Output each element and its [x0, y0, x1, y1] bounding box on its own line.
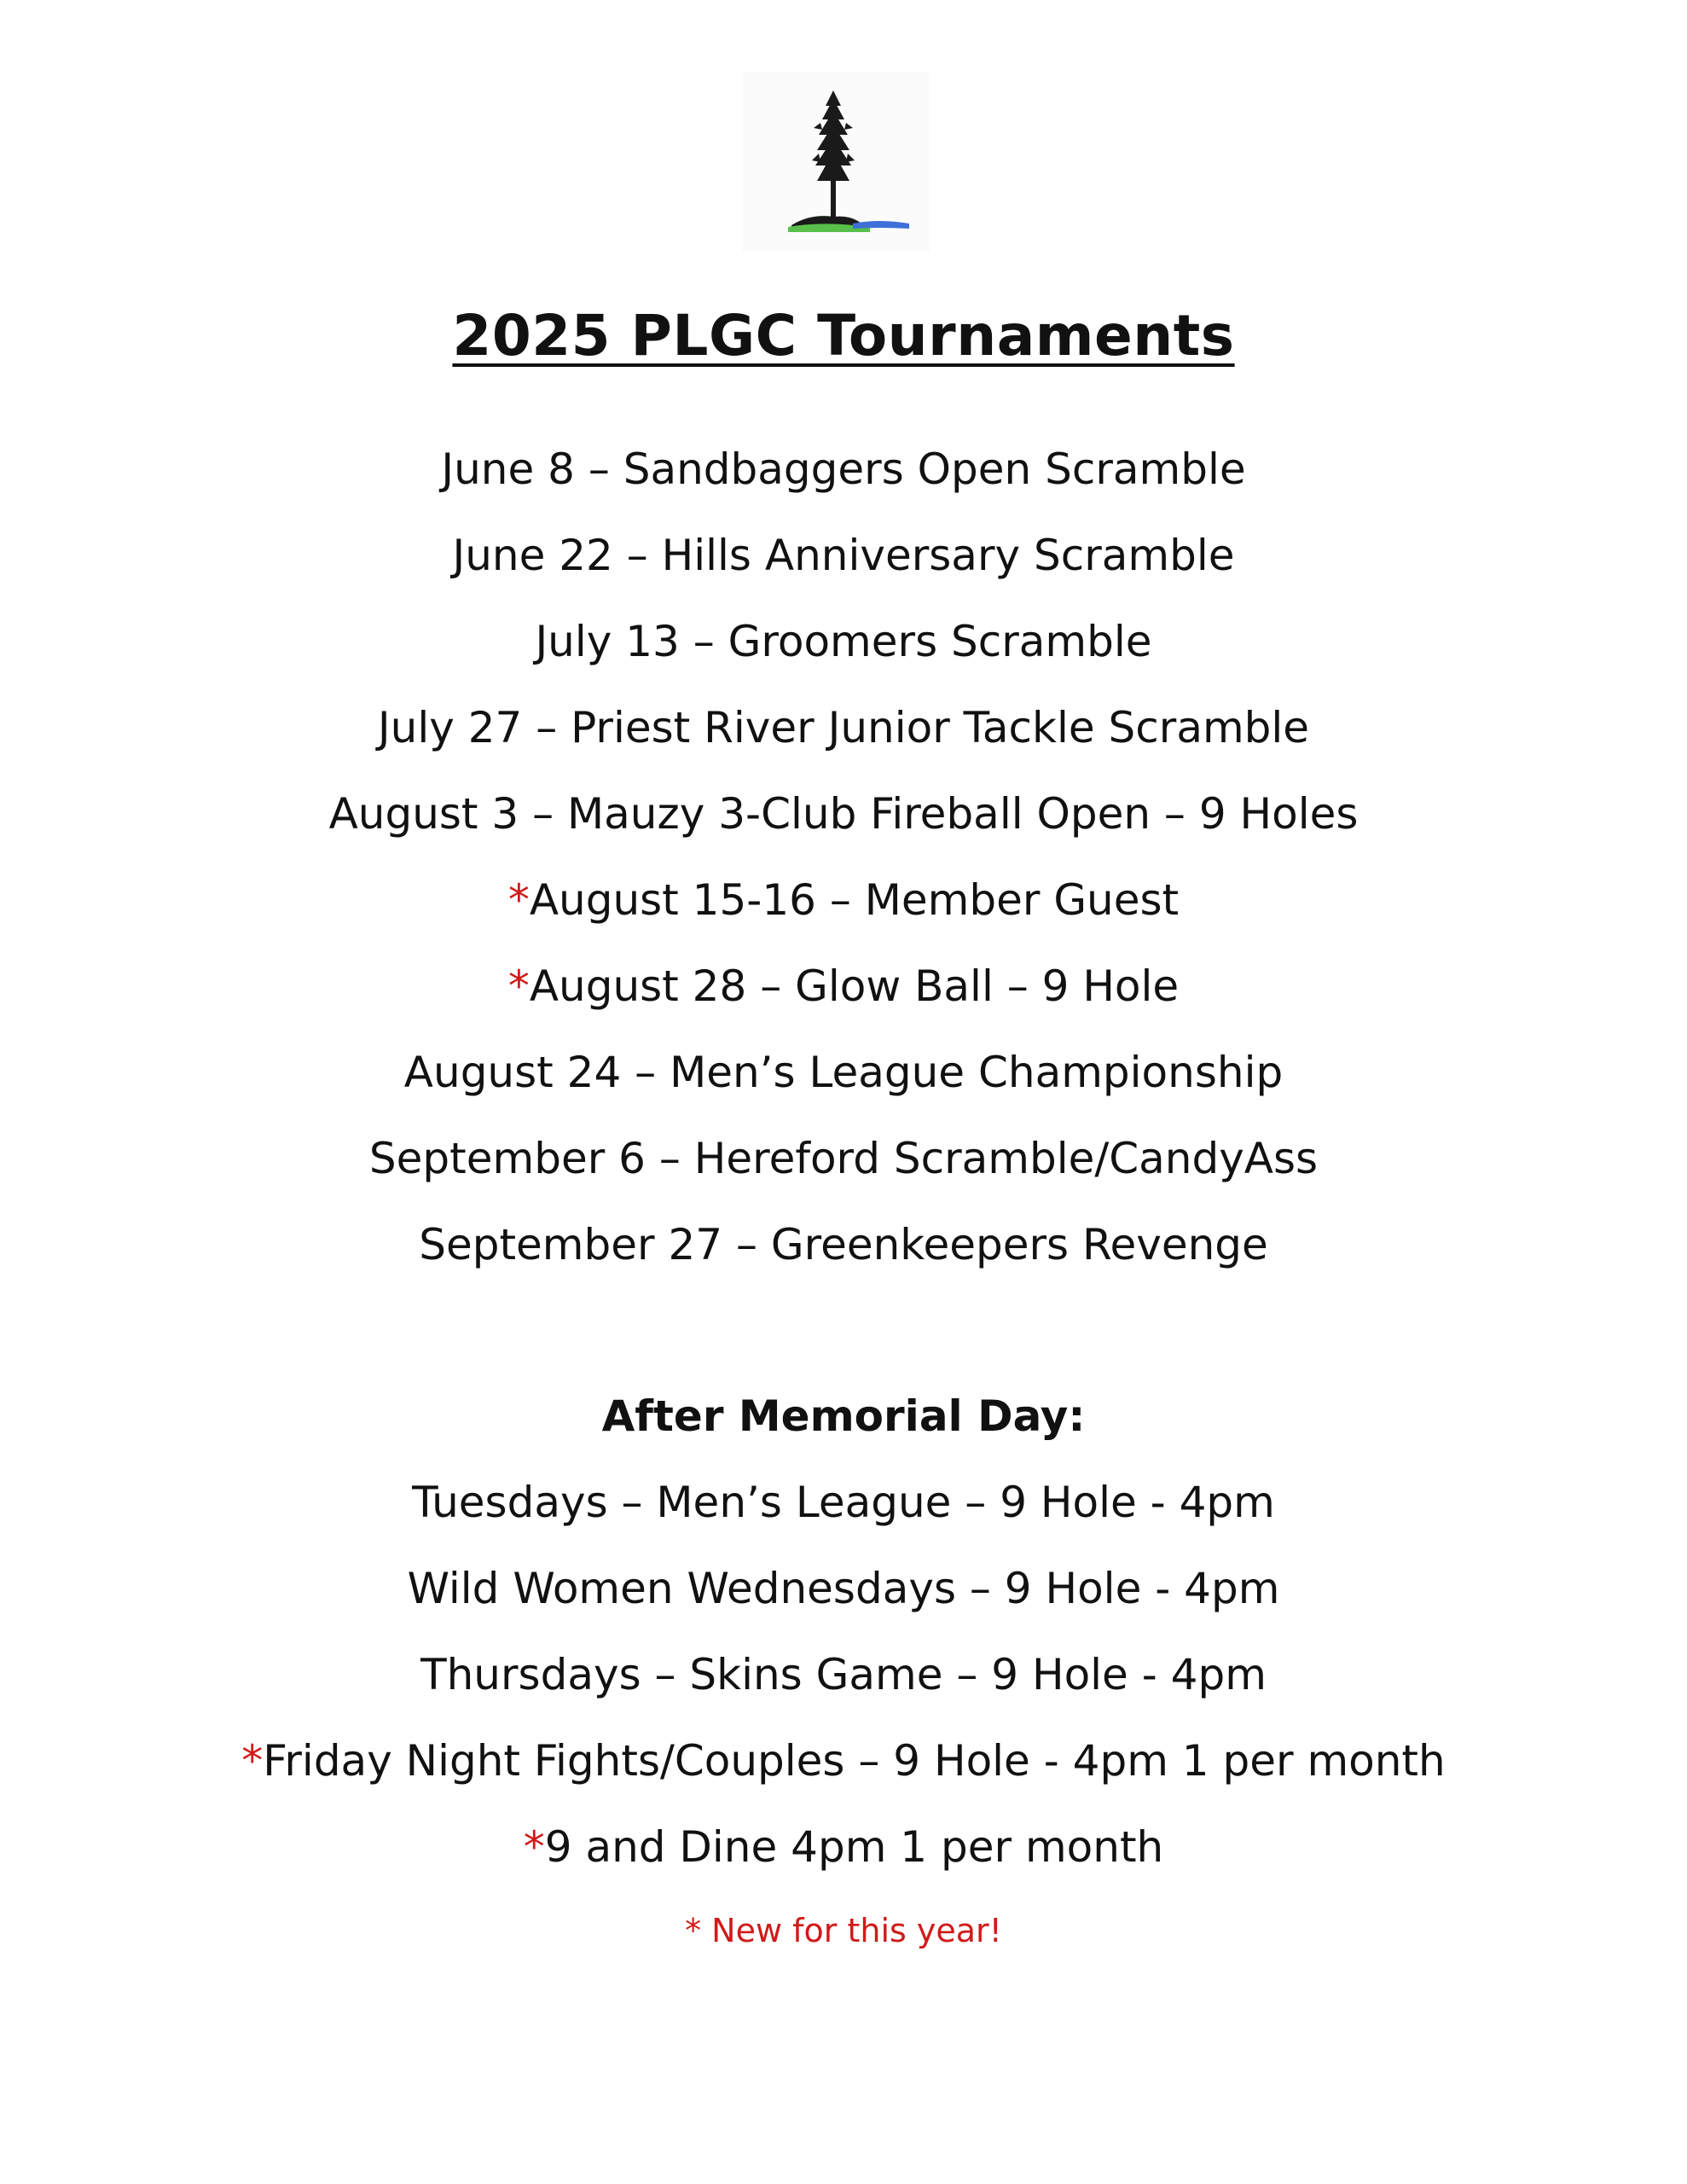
- list-item: [0, 1554, 1687, 1641]
- list-item: [0, 1727, 1687, 1813]
- new-marker: *: [507, 875, 530, 925]
- weekly-text: Wild Women Wednesdays – 9 Hole - 4pm: [407, 1564, 1280, 1613]
- tournament-text: August 24 – Men’s League Championship: [403, 1048, 1284, 1097]
- list-item: [0, 607, 1687, 694]
- weekly-text: 9 and Dine 4pm 1 per month: [544, 1822, 1164, 1872]
- new-marker: *: [523, 1822, 545, 1872]
- tournament-text: September 6 – Hereford Scramble/CandyAss: [368, 1134, 1319, 1183]
- tournament-text: July 13 – Groomers Scramble: [535, 617, 1152, 666]
- footnote: * New for this year!: [685, 1912, 1002, 1949]
- pine-tree-logo: [742, 72, 930, 253]
- page-title: 2025 PLGC Tournaments: [452, 303, 1235, 369]
- list-item: [0, 1211, 1687, 1297]
- list-item: [0, 952, 1687, 1038]
- list-item: [0, 1124, 1687, 1211]
- new-marker: *: [507, 961, 530, 1011]
- new-marker: *: [241, 1736, 264, 1786]
- tournament-text: August 15-16 – Member Guest: [529, 875, 1180, 925]
- weekly-list: [0, 1468, 1687, 1899]
- list-item: [0, 1641, 1687, 1727]
- list-item: [0, 694, 1687, 780]
- list-item: [0, 1468, 1687, 1554]
- tournament-text: June 8 – Sandbaggers Open Scramble: [441, 444, 1246, 494]
- weekly-text: Thursdays – Skins Game – 9 Hole - 4pm: [420, 1650, 1267, 1699]
- tournament-text: September 27 – Greenkeepers Revenge: [419, 1220, 1268, 1269]
- list-item: [0, 1813, 1687, 1899]
- tournament-text: July 27 – Priest River Junior Tackle Scramble: [377, 703, 1310, 752]
- list-item: [0, 435, 1687, 521]
- tournament-text: August 3 – Mauzy 3-Club Fireball Open – 9 Holes: [328, 789, 1359, 839]
- tournament-text: August 28 – Glow Ball – 9 Hole: [529, 961, 1180, 1011]
- list-item: [0, 1038, 1687, 1124]
- tournament-text: June 22 – Hills Anniversary Scramble: [452, 531, 1235, 580]
- list-item: [0, 866, 1687, 952]
- weekly-heading: After Memorial Day:: [601, 1391, 1086, 1441]
- list-item: [0, 780, 1687, 866]
- pine-tree-icon: [742, 72, 930, 253]
- tournament-list: [0, 435, 1687, 1297]
- list-item: [0, 521, 1687, 607]
- weekly-text: Friday Night Fights/Couples – 9 Hole - 4pm 1 per month: [263, 1736, 1446, 1786]
- weekly-text: Tuesdays – Men’s League – 9 Hole - 4pm: [412, 1478, 1275, 1527]
